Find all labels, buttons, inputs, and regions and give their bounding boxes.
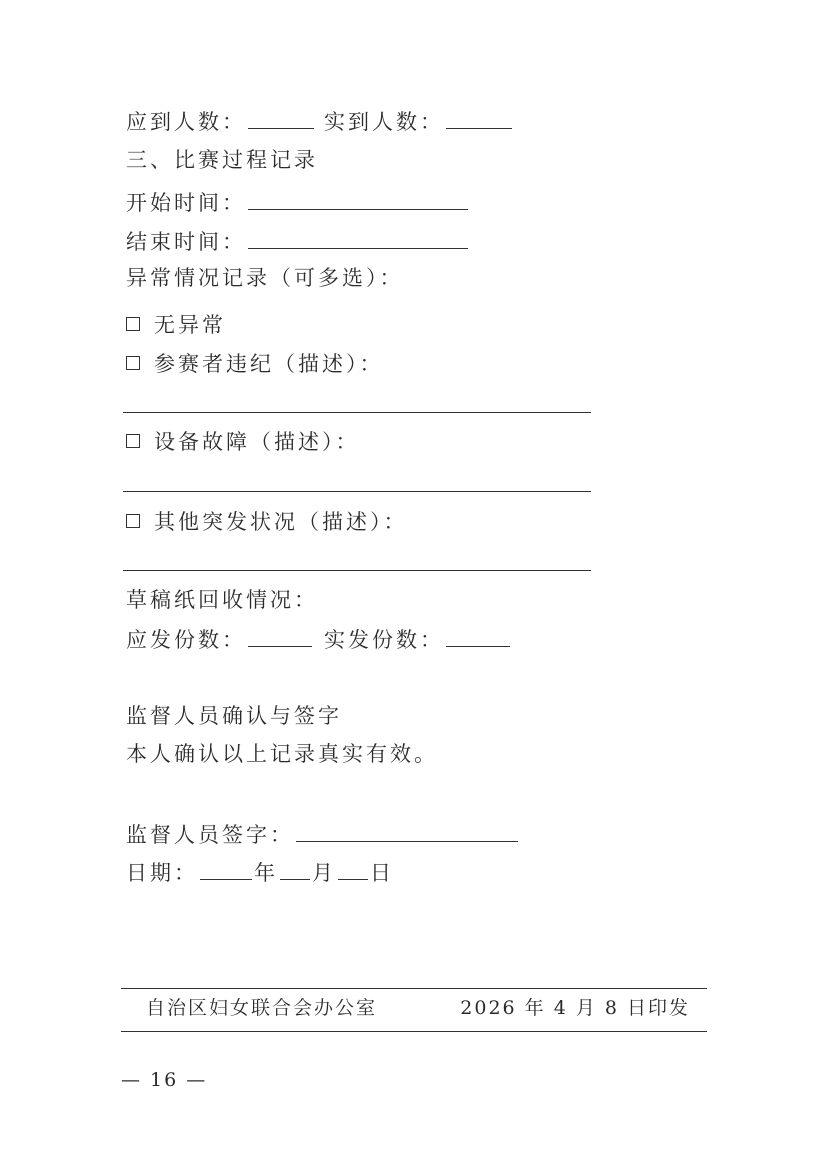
confirm-title: 监督人员确认与签字 <box>126 704 342 728</box>
equipment-description-line[interactable] <box>123 491 591 492</box>
page-number: — 16 — <box>121 1069 208 1091</box>
issue-date: 2026 年 4 月 8 日印发 <box>460 997 690 1019</box>
actual-count-label: 实到人数： <box>324 110 444 134</box>
checkbox[interactable] <box>126 317 140 331</box>
signature-row <box>126 819 520 849</box>
option-label: 无异常 <box>154 313 226 337</box>
option-violation[interactable] <box>126 350 384 378</box>
option-label: 其他突发状况（描述）： <box>154 510 408 534</box>
violation-description-line[interactable] <box>123 412 591 413</box>
option-label: 设备故障（描述）： <box>154 430 360 454</box>
expected-count-field[interactable] <box>248 106 314 129</box>
footer-bottom-rule <box>121 1031 707 1032</box>
checkbox[interactable] <box>126 434 140 448</box>
scratch-count-row <box>126 624 512 654</box>
issuer-name: 自治区妇女联合会办公室 <box>146 997 378 1019</box>
end-time-label: 结束时间： <box>126 230 246 254</box>
year-label: 年 <box>254 861 278 885</box>
option-no-anomaly[interactable] <box>126 311 226 339</box>
other-description-line[interactable] <box>123 570 591 571</box>
start-time-row <box>126 187 470 217</box>
actual-issued-field[interactable] <box>446 624 510 647</box>
actual-issued-label: 实发份数： <box>324 628 444 652</box>
start-time-label: 开始时间： <box>126 191 246 215</box>
date-label: 日期： <box>126 861 198 885</box>
expected-count-label: 应到人数： <box>126 110 246 134</box>
anomaly-title: 异常情况记录（可多选）： <box>126 266 404 290</box>
signature-label: 监督人员签字： <box>126 823 294 847</box>
confirm-statement: 本人确认以上记录真实有效。 <box>126 742 438 766</box>
signature-field[interactable] <box>296 819 518 842</box>
option-equipment-failure[interactable] <box>126 428 360 456</box>
day-field[interactable] <box>338 857 368 880</box>
end-time-field[interactable] <box>248 226 468 249</box>
year-field[interactable] <box>200 857 252 880</box>
start-time-field[interactable] <box>248 187 468 210</box>
month-field[interactable] <box>280 857 310 880</box>
footer-top-rule <box>121 988 707 989</box>
checkbox[interactable] <box>126 356 140 370</box>
date-row <box>126 857 394 887</box>
attendance-row <box>126 106 514 136</box>
day-label: 日 <box>370 861 394 885</box>
scratch-paper-title: 草稿纸回收情况： <box>126 588 318 612</box>
issued-count-label: 应发份数： <box>126 628 246 652</box>
month-label: 月 <box>312 861 336 885</box>
end-time-row <box>126 226 470 256</box>
actual-count-field[interactable] <box>446 106 512 129</box>
issued-count-field[interactable] <box>248 624 312 647</box>
option-other[interactable] <box>126 508 408 536</box>
checkbox[interactable] <box>126 514 140 528</box>
section-title: 三、比赛过程记录 <box>126 148 318 172</box>
option-label: 参赛者违纪（描述）： <box>154 352 384 376</box>
